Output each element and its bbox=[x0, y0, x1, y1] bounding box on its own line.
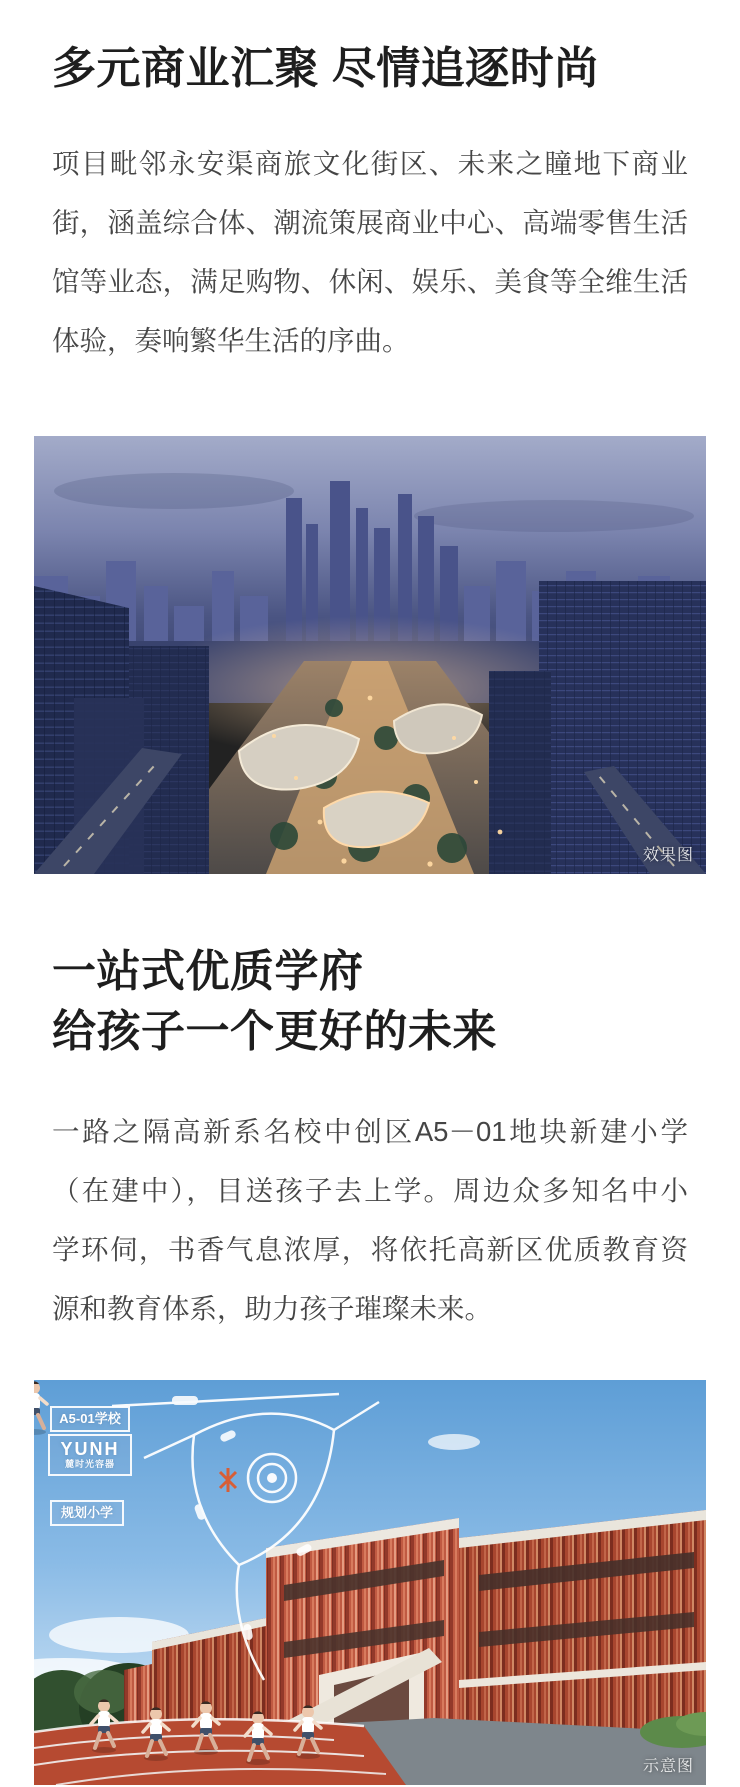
commercial-paragraph bbox=[52, 134, 688, 370]
project-logo-text: YUNH bbox=[60, 1439, 120, 1459]
render-tag: 效果图 bbox=[642, 847, 694, 864]
map-label-planned-school: 规划小学 bbox=[50, 1500, 124, 1526]
paragraph-line: 学环伺，书香气息浓厚，将依托高新区优质教育资 bbox=[52, 1234, 688, 1265]
education-heading-line1: 一站式优质学府 bbox=[52, 947, 364, 996]
school-render-art bbox=[34, 1380, 706, 1785]
school-render-figure bbox=[34, 1380, 706, 1785]
project-logo-label bbox=[48, 1434, 132, 1476]
paragraph-line: 体验，奏响繁华生活的序曲。 bbox=[52, 325, 410, 356]
paragraph-line: 源和教育体系，助力孩子璀璨未来。 bbox=[52, 1293, 492, 1324]
education-heading bbox=[52, 942, 688, 1062]
commercial-heading: 多元商业汇聚 尽情追逐时尚 bbox=[52, 44, 599, 93]
commercial-section bbox=[0, 42, 740, 874]
paragraph-line: （在建中），目送孩子去上学。周边众多知名中小 bbox=[52, 1175, 688, 1206]
paragraph-line: 一路之隔高新系名校中创区A5－01地块新建小学 bbox=[52, 1116, 688, 1147]
education-heading-line2: 给孩子一个更好的未来 bbox=[52, 1007, 497, 1056]
paragraph-line: 街，涵盖综合体、潮流策展商业中心、高端零售生活 bbox=[52, 207, 688, 238]
city-night-render-figure bbox=[34, 436, 706, 874]
map-label-school-block: A5-01学校 bbox=[50, 1406, 130, 1432]
schematic-tag: 示意图 bbox=[642, 1758, 694, 1775]
project-logo-subtext: 麓时光容器 bbox=[64, 1459, 115, 1469]
city-night-render-art bbox=[34, 436, 706, 874]
education-paragraph bbox=[52, 1102, 688, 1338]
education-section bbox=[0, 942, 740, 1785]
paragraph-line: 馆等业态，满足购物、休闲、娱乐、美食等全维生活 bbox=[52, 266, 688, 297]
paragraph-line: 项目毗邻永安渠商旅文化街区、未来之瞳地下商业 bbox=[52, 148, 688, 179]
